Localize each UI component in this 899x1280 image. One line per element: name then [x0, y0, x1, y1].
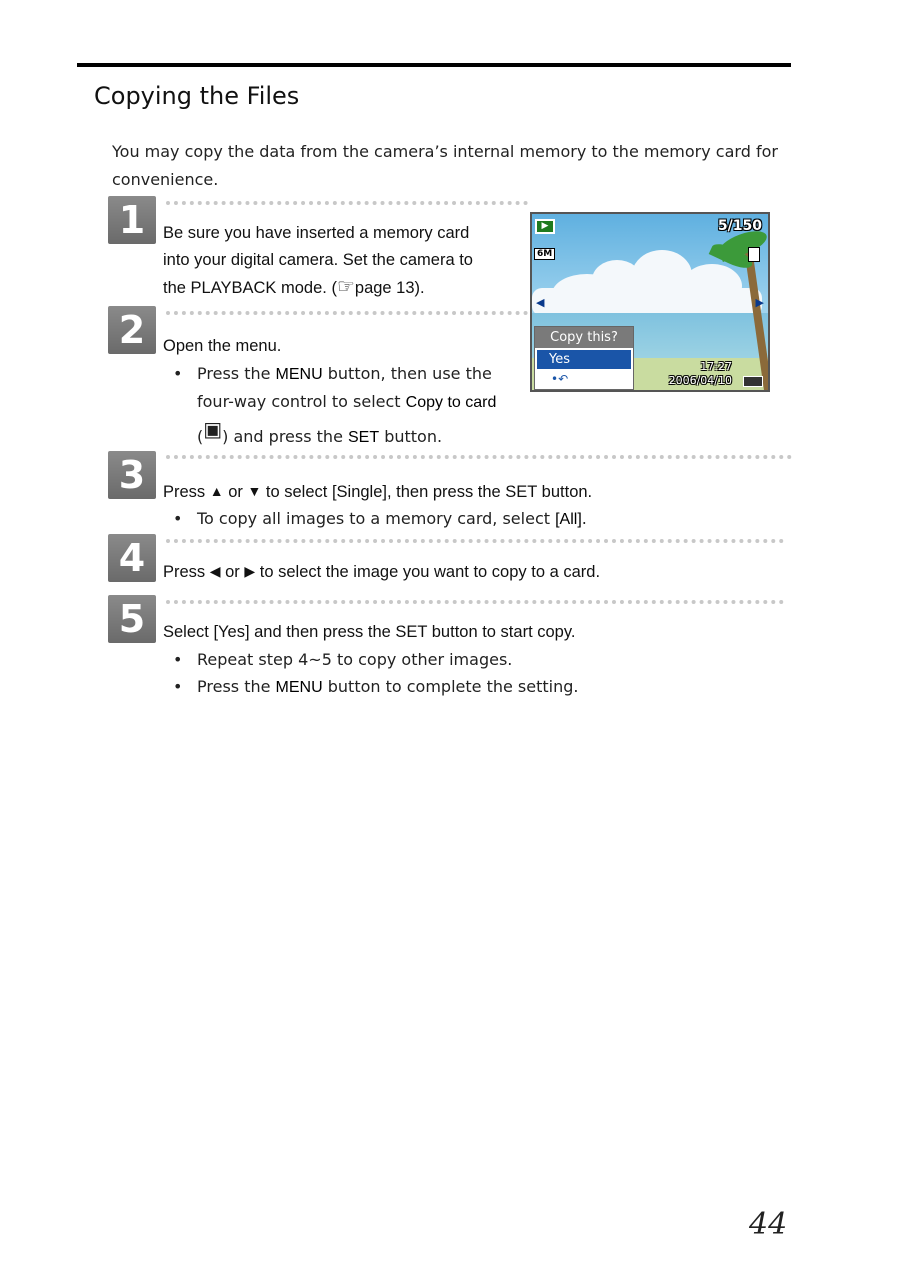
step-number-3: 3 — [108, 451, 156, 499]
step-divider — [166, 201, 528, 205]
step-number-2: 2 — [108, 306, 156, 354]
battery-icon — [743, 376, 763, 387]
right-arrow-icon: ▶ — [244, 563, 256, 579]
step-divider — [166, 539, 784, 543]
step-4-text: Press ◀ or ▶ to select the image you want to copy to a card. — [163, 558, 600, 586]
copy-menu-yes-option[interactable]: Yes — [537, 350, 631, 369]
step-2-text: Open the menu. — [163, 337, 282, 355]
pointing-hand-icon: ☞ — [336, 276, 355, 298]
left-nav-arrow-icon: ◀ — [536, 296, 545, 309]
page-number: 44 — [749, 1207, 788, 1242]
playback-icon: ▶ — [535, 219, 555, 234]
left-arrow-icon: ◀ — [209, 563, 221, 579]
copy-menu — [534, 326, 634, 390]
step-divider — [166, 600, 784, 604]
step-number-4: 4 — [108, 534, 156, 582]
step-number-1: 1 — [108, 196, 156, 244]
page-title: Copying the Files — [94, 82, 300, 110]
step-3-text: Press ▲ or ▼ to select [Single], then press the SET button. — [163, 478, 592, 506]
camera-lcd-screen — [530, 212, 770, 392]
top-rule — [77, 63, 791, 67]
step-number-5: 5 — [108, 595, 156, 643]
image-size-badge: 6M — [534, 248, 555, 260]
intro-paragraph: You may copy the data from the camera’s internal memory to the memory card for convenience. — [112, 142, 778, 189]
step-divider — [166, 455, 792, 459]
memory-card-icon — [748, 247, 760, 262]
right-nav-arrow-icon: ▶ — [755, 296, 764, 309]
back-icon[interactable]: •↶ — [551, 372, 569, 386]
step-1-text: Be sure you have inserted a memory card into your digital camera. Set the camera to the PLAYBACK mode. (☞page 13). — [163, 224, 473, 298]
step-5-text: Select [Yes] and then press the SET button to start copy. — [163, 623, 576, 641]
lcd-time: 17:27 — [700, 360, 732, 373]
step-divider — [166, 311, 528, 315]
lcd-date: 2006/04/10 — [668, 374, 732, 387]
down-arrow-icon: ▼ — [247, 483, 262, 499]
up-arrow-icon: ▲ — [209, 483, 224, 499]
copy-to-card-icon: ▣ — [203, 417, 223, 441]
copy-menu-title: Copy this? — [535, 327, 633, 348]
image-counter: 5/150 — [717, 218, 762, 234]
